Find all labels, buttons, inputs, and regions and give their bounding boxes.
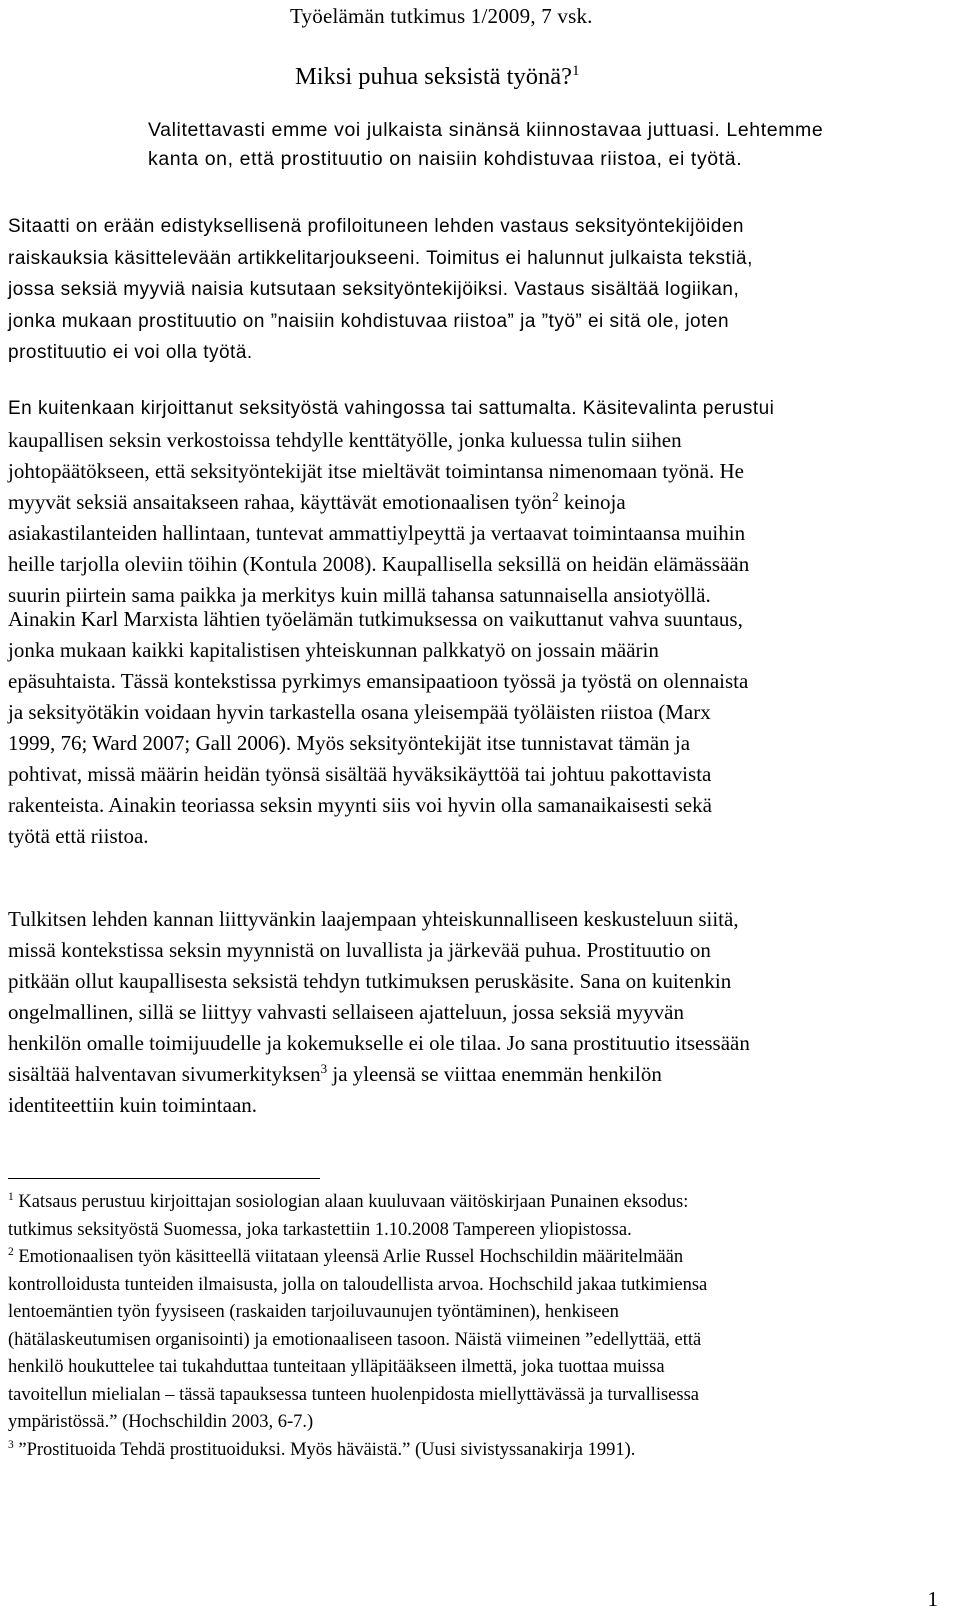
paragraph-line: johtopäätökseen, että seksityöntekijät itse mieltävät toimintansa nimenomaan työnä. He xyxy=(8,458,744,483)
line-text: sisältää halventavan sivumerkityksen xyxy=(8,1062,321,1086)
lead-quote xyxy=(148,116,888,174)
footnote-number: 1 xyxy=(8,1191,14,1204)
paragraph-line: rakenteista. Ainakin teoriassa seksin myynti siis voi hyvin olla samanaikaisesti sekä xyxy=(8,793,712,817)
running-header: Työelämän tutkimus 1/2009, 7 vsk. xyxy=(290,4,593,28)
paragraph-4 xyxy=(8,904,928,1121)
paragraph-line: En kuitenkaan kirjoittanut seksityöstä vahingossa tai sattumalta. Käsitevalinta perustui xyxy=(8,398,775,419)
footnote-line: ympäristössä.” (Hochschildin 2003, 6-7.) xyxy=(8,1412,314,1432)
paragraph-line: epäsuhtaista. Tässä kontekstissa pyrkimys emansipaatioon työssä ja työstä on olennaista xyxy=(8,669,749,693)
footnote-1 xyxy=(8,1189,928,1244)
lead-line: kanta on, että prostituutio on naisiin kohdistuvaa riistoa, ei työtä. xyxy=(148,148,743,170)
footnote-3 xyxy=(8,1437,928,1465)
paragraph-1 xyxy=(8,211,928,369)
paragraph-line: ongelmallinen, sillä se liittyy vahvasti sellaiseen ajatteluun, jossa seksiä myyvän xyxy=(8,1000,684,1024)
footnote-2 xyxy=(8,1244,928,1437)
paragraph-line: 1999, 76; Ward 2007; Gall 2006). Myös seksityöntekijät itse tunnistavat tämän ja xyxy=(8,731,691,755)
lead-line: Valitettavasti emme voi julkaista sinänsä kiinnostavaa juttuasi. Lehtemme xyxy=(148,119,824,141)
paragraph-2 xyxy=(8,393,928,611)
footnote-line: kontrolloidusta tunteiden ilmaisusta, jolla on taloudellista arvoa. Hochschild jakaa tutkimiensa xyxy=(8,1274,708,1295)
paragraph-line: missä kontekstissa seksin myynnistä on luvallista ja järkevää puhua. Prostituutio on xyxy=(8,938,711,962)
paragraph-line: kaupallisen seksin verkostoissa tehdylle kenttätyölle, jonka kuluessa tulin siihen xyxy=(8,427,682,452)
footnote-divider xyxy=(8,1178,320,1179)
footnote-line: lentoemäntien työn fyysiseen (raskaiden tarjoiluvaunujen työntäminen), henkiseen xyxy=(8,1302,619,1322)
footnote-number: 3 xyxy=(8,1438,14,1451)
footnote-line xyxy=(8,1189,928,1217)
paragraph-line: Ainakin Karl Marxista lähtien työelämän tutkimuksessa on vaikuttanut vahva suuntaus, xyxy=(8,607,743,631)
article-title xyxy=(295,62,580,92)
paragraph-line: jossa seksiä myyviä naisia kutsutaan seksityöntekijöiksi. Vastaus sisältää logiikan, xyxy=(8,279,740,300)
line-text: Emotionaalisen työn käsitteellä viitataan yleensä Arlie Russel Hochschildin määritelmään xyxy=(13,1247,684,1267)
footnote-line: (hätälaskeutumisen organisointi) ja emotionaaliseen tasoon. Näistä viimeinen ”edellyttää, että xyxy=(8,1329,702,1350)
footnote-ref-1: 1 xyxy=(571,61,580,79)
footnote-line: tutkimus seksityöstä Suomessa, joka tarkastettiin 1.10.2008 Tampereen yliopistossa. xyxy=(8,1219,632,1240)
paragraph-line: jonka mukaan kaikki kapitalistisen yhteiskunnan palkkatyö on jossain määrin xyxy=(8,638,659,662)
footnote-line xyxy=(8,1244,928,1272)
line-text: keinoja xyxy=(558,489,626,514)
paragraph-line: prostituutio ei voi olla työtä. xyxy=(8,342,253,363)
footnote-line: tavoitellun mielialan – tässä tapauksessa tunteen huolenpidosta miellyttävässä ja turvallisessa xyxy=(8,1384,700,1405)
paragraph-line xyxy=(8,1059,928,1090)
paragraph-line: jonka mukaan prostituutio on ”naisiin kohdistuvaa riistoa” ja ”työ” ei sitä ole, joten xyxy=(8,310,730,332)
footnotes xyxy=(8,1189,928,1464)
paragraph-line: henkilön omalle toimijuudelle ja kokemukselle ei ole tilaa. Jo sana prostituutio itsessään xyxy=(8,1031,750,1055)
paragraph-line: suurin piirtein sama paikka ja merkitys kuin millä tahansa satunnaisella ansiotyöllä. xyxy=(8,582,711,607)
paragraph-line: Tulkitsen lehden kannan liittyvänkin laajempaan yhteiskunnalliseen keskusteluun siitä, xyxy=(8,907,739,931)
footnote-line xyxy=(8,1437,928,1465)
paragraph-3 xyxy=(8,604,928,852)
line-text: ”Prostituoida Tehdä prostituoiduksi. Myös häväistä.” (Uusi sivistyssanakirja 1991). xyxy=(13,1439,636,1460)
line-text: myyvät seksiä ansaitakseen rahaa, käyttävät emotionaalisen työn xyxy=(8,489,553,514)
footnote-number: 2 xyxy=(8,1246,14,1259)
paragraph-line: asiakastilanteiden hallintaan, tuntevat ammattiylpeyttä ja vertaavat toimintaansa muihin xyxy=(8,520,746,545)
paragraph-line xyxy=(8,487,928,518)
paragraph-line: työtä että riistoa. xyxy=(8,824,149,848)
line-text: Katsaus perustuu kirjoittajan sosiologian alaan kuuluvaan väitöskirjaan Punainen eksodus: xyxy=(13,1192,689,1212)
footnote-line: henkilö houkuttelee tai tukahduttaa tunteitaan ylläpitääkseen ilmettä, joka tuottaa muissa xyxy=(8,1357,665,1377)
line-text: ja yleensä se viittaa enemmän henkilön xyxy=(327,1062,662,1086)
page-number: 1 xyxy=(927,1587,938,1611)
paragraph-line: ja seksityötäkin voidaan hyvin tarkastella osana yleisempää työläisten riistoa (Marx xyxy=(8,700,711,724)
paragraph-line: identiteettiin kuin toimintaan. xyxy=(8,1093,258,1117)
footnote-ref-2: 2 xyxy=(552,488,559,504)
paragraph-line: pohtivat, missä määrin heidän työnsä sisältää hyväksikäyttöä tai johtuu pakottavista xyxy=(8,762,712,786)
footnote-ref-3: 3 xyxy=(320,1061,328,1077)
paragraph-line: pitkään ollut kaupallisesta seksistä tehdyn tutkimuksen peruskäsite. Sana on kuitenkin xyxy=(8,969,732,993)
article-title-text: Miksi puhua seksistä työnä? xyxy=(295,63,572,90)
paragraph-line: heille tarjolla oleviin töihin (Kontula 2008). Kaupallisella seksillä on heidän elämässään xyxy=(8,551,750,576)
paragraph-line: Sitaatti on erään edistyksellisenä profiloituneen lehden vastaus seksityöntekijöiden xyxy=(8,216,744,237)
paragraph-line: raiskauksia käsittelevään artikkelitarjoukseeni. Toimitus ei halunnut julkaista tekstiä, xyxy=(8,247,753,269)
